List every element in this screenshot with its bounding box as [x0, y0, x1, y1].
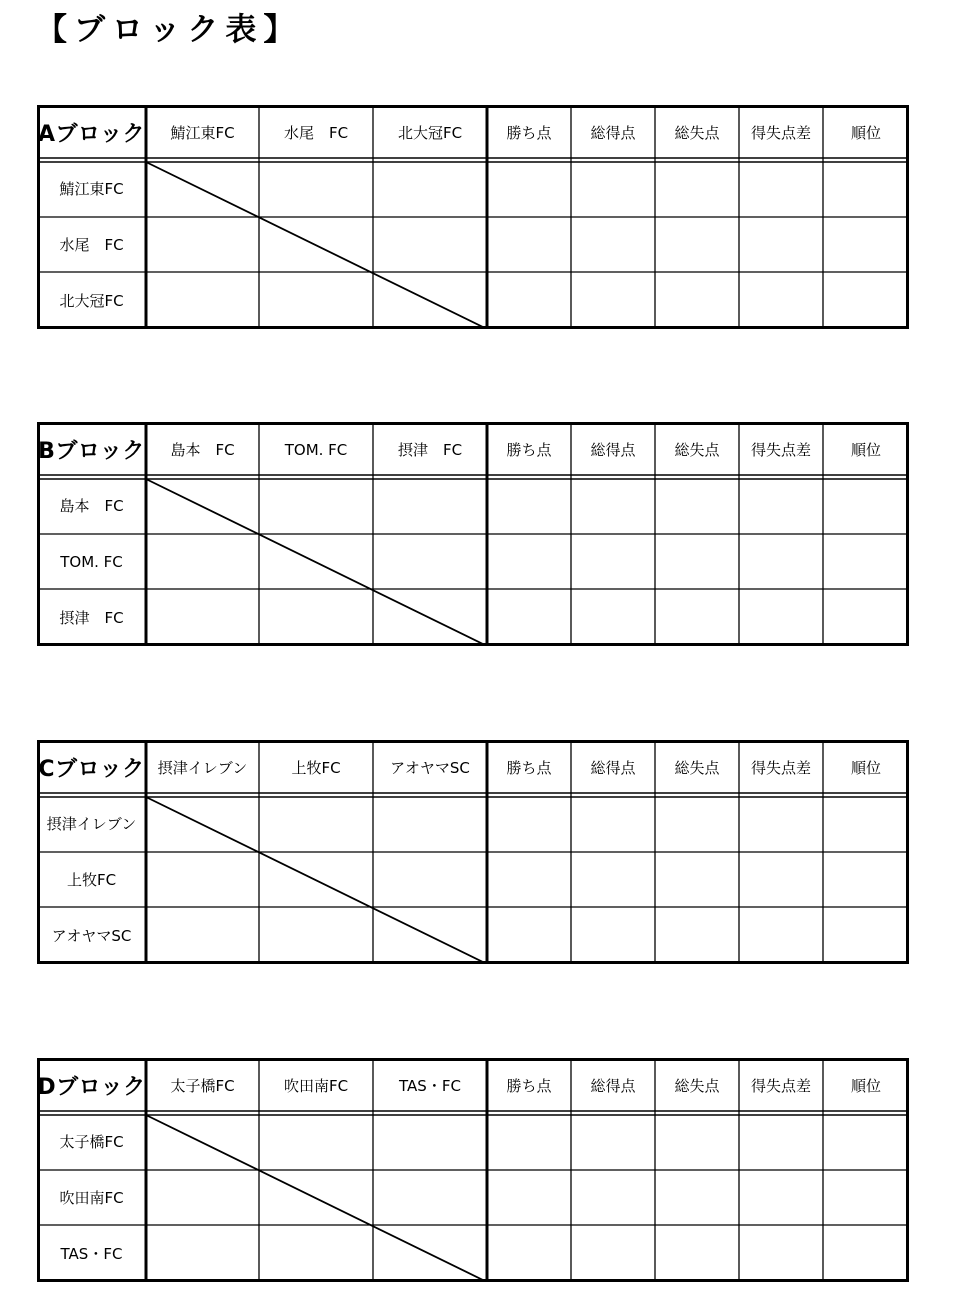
block-table — [37, 105, 909, 329]
block-label: Bブロック — [38, 439, 145, 464]
stat-column-header: 総得点 — [590, 759, 636, 777]
team-row-header: 水尾 FC — [59, 236, 124, 254]
team-row-header: 太子橋FC — [59, 1133, 124, 1151]
block-label: Cブロック — [38, 757, 145, 782]
team-row-header: 鯖江東FC — [59, 180, 124, 198]
team-row-header: 吹田南FC — [59, 1189, 124, 1207]
team-column-header: 吹田南FC — [283, 1077, 349, 1095]
block-label: Dブロック — [37, 1075, 146, 1100]
stat-column-header: 総得点 — [590, 124, 636, 142]
stat-column-header: 順位 — [850, 1077, 881, 1095]
self-match-diagonal — [146, 797, 487, 964]
self-match-diagonal — [146, 162, 487, 329]
block-table — [37, 740, 909, 964]
stat-column-header: 勝ち点 — [506, 441, 552, 459]
stat-column-header: 総得点 — [590, 1077, 636, 1095]
team-column-header: 島本 FC — [170, 441, 235, 459]
stat-column-header: 勝ち点 — [506, 124, 552, 142]
team-row-header: 摂津 FC — [59, 609, 124, 627]
team-column-header: 鯖江東FC — [170, 124, 235, 142]
page-title: 【ブロック表】 — [36, 12, 302, 48]
stat-column-header: 順位 — [850, 759, 881, 777]
team-row-header: 摂津イレブン — [46, 815, 137, 833]
team-column-header: 上牧FC — [291, 759, 341, 777]
team-row-header: 上牧FC — [66, 871, 117, 889]
stat-column-header: 順位 — [850, 441, 881, 459]
team-column-header: 摂津 FC — [397, 441, 463, 459]
stat-column-header: 総失点 — [674, 441, 720, 459]
team-column-header: TAS・FC — [399, 1077, 461, 1095]
stat-column-header: 総失点 — [674, 1077, 720, 1095]
stat-column-header: 得失点差 — [750, 441, 811, 459]
block-table — [37, 1058, 909, 1282]
team-column-header: 北大冠FC — [397, 124, 463, 142]
stat-column-header: 勝ち点 — [506, 759, 552, 777]
stat-column-header: 総失点 — [674, 759, 720, 777]
stat-column-header: 得失点差 — [750, 759, 811, 777]
team-row-header: アオヤマSC — [51, 927, 132, 945]
team-row-header: 北大冠FC — [59, 292, 124, 310]
block-label: Aブロック — [37, 122, 146, 147]
team-column-header: アオヤマSC — [390, 759, 470, 777]
stat-column-header: 順位 — [850, 124, 881, 142]
stat-column-header: 得失点差 — [750, 1077, 811, 1095]
stat-column-header: 総得点 — [590, 441, 636, 459]
self-match-diagonal — [146, 1115, 487, 1282]
self-match-diagonal — [146, 479, 487, 646]
block-table — [37, 422, 909, 646]
stat-column-header: 総失点 — [674, 124, 720, 142]
team-column-header: TOM. FC — [284, 440, 348, 459]
team-row-header: 島本 FC — [59, 497, 124, 515]
stat-column-header: 勝ち点 — [506, 1077, 552, 1095]
team-column-header: 水尾 FC — [283, 124, 349, 142]
team-row-header: TAS・FC — [60, 1245, 123, 1263]
team-row-header: TOM. FC — [60, 552, 123, 571]
team-column-header: 太子橋FC — [170, 1077, 235, 1095]
team-column-header: 摂津イレブン — [157, 759, 248, 777]
stat-column-header: 得失点差 — [750, 124, 811, 142]
